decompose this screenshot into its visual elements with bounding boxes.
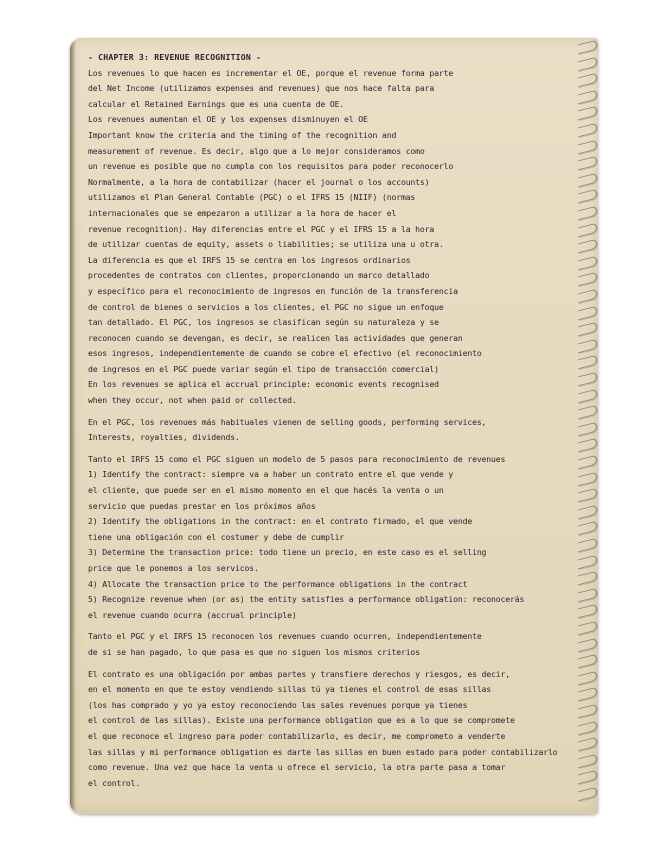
note-line: (los has comprado y yo ya estoy reconociendo las sales revenues porque ya tienes: [88, 699, 468, 710]
note-line: esos ingresos, independientemente de cuando se cobre el efectivo (el reconocimiento: [88, 348, 482, 359]
spiral-coil: [578, 388, 597, 403]
note-line: internacionales que se empezaron a utilizar a la hora de hacer el: [88, 207, 397, 218]
spiral-coil: [578, 488, 597, 503]
spiral-coil: [578, 737, 597, 752]
spiral-coil: [578, 753, 597, 768]
spiral-coil: [578, 40, 597, 55]
note-line: un revenue es posible que no cumpla con los requisitos para poder reconocerlo: [88, 161, 454, 172]
spiral-coil: [578, 604, 597, 619]
spiral-coil: [578, 471, 597, 486]
note-line: reconocen cuando se devengan, es decir, se realicen las actividades que generan: [88, 332, 463, 343]
note-paragraph: [88, 667, 570, 792]
spiral-coil: [578, 272, 597, 287]
note-line: de control de bienes o servicios a los clientes, el PGC no sigue un enfoque: [88, 301, 444, 312]
spiral-coil: [578, 106, 597, 121]
note-paragraph: [88, 415, 570, 446]
spiral-coil: [578, 538, 597, 553]
note-line: en el momento en que te estoy vendiendo sillas tú ya tienes el control de esas sillas: [88, 684, 492, 695]
note-line: Los revenues aumentan el OE y los expenses disminuyen el OE: [88, 114, 368, 125]
spiral-coil: [578, 637, 597, 652]
note-line: price que le ponemos a los servicos.: [88, 563, 259, 573]
note-line: 2) Identify the obligations in the contract: en el contrato firmado, el que vende: [88, 516, 473, 527]
spiral-coil: [578, 355, 597, 370]
note-line: 3) Determine the transaction price: todo tiene un precio, en este caso es el selling: [88, 547, 487, 558]
note-line: de ingresos en el PGC puede variar según el tipo de transacción comercial): [88, 363, 439, 374]
note-paragraph: [88, 629, 570, 660]
notebook-edge-shadow: [70, 38, 76, 814]
note-paragraph: [88, 452, 570, 624]
note-line: when they occur, not when paid or collected.: [88, 395, 297, 406]
spiral-coil: [578, 189, 597, 204]
spiral-coil: [578, 222, 597, 237]
note-line: servicio que puedas prestar en los próximos años: [88, 500, 316, 511]
note-line: del Net Income (utilizamos expenses and revenues) que nos hace falta para: [88, 83, 435, 94]
note-line: La diferencia es que el IRFS 15 se centra en los ingresos ordinarios: [88, 254, 411, 265]
spiral-coil: [578, 338, 597, 353]
spiral-coil: [578, 89, 597, 104]
note-line: Tanto el IRFS 15 como el PGC siguen un modelo de 5 pasos para reconocimiento de revenues: [88, 453, 506, 464]
spiral-coil: [578, 123, 597, 138]
note-line: el cliente, que puede ser en el mismo momento en el que hacés la venta o un: [88, 485, 444, 496]
note-line: el revenue cuando ocurra (accrual principle): [88, 609, 297, 620]
spiral-coil: [578, 206, 597, 221]
spiral-coil: [578, 670, 597, 685]
note-line: Los revenues lo que hacen es incrementar el OE, porque el revenue forma parte: [88, 67, 454, 78]
handwritten-notes: [88, 50, 570, 797]
spiral-coil: [578, 687, 597, 702]
spiral-coil: [578, 73, 597, 88]
note-line: En el PGC, los revenues más habituales vienen de selling goods, performing services,: [88, 416, 487, 427]
spiral-coil: [578, 554, 597, 569]
spiral-coil: [578, 720, 597, 735]
spiral-coil: [578, 305, 597, 320]
notes-body: [88, 66, 570, 792]
spiral-coil: [578, 56, 597, 71]
spiral-coil: [578, 421, 597, 436]
note-line: utilizamos el Plan General Contable (PGC) o el IFRS 15 (NIIF) (normas: [88, 192, 416, 203]
note-line: 5) Recognize revenue when (or as) the entity satisfies a performance obligation: reconocerás: [88, 594, 525, 605]
spiral-coil: [578, 704, 597, 719]
spiral-coil: [578, 621, 597, 636]
note-line: Important know the criteria and the timing of the recognition and: [88, 129, 397, 140]
spiral-coil: [578, 239, 597, 254]
spiral-coil: [578, 587, 597, 602]
note-line: el control.: [88, 777, 141, 788]
note-line: de si se han pagado, lo que pasa es que no siguen los mismos criterios: [88, 646, 420, 657]
spiral-coil: [578, 571, 597, 586]
note-line: En los revenues se aplica el accrual principle: economic events recognised: [88, 379, 439, 390]
chapter-title: - CHAPTER 3: REVENUE RECOGNITION -: [88, 52, 262, 62]
spiral-coil: [578, 770, 597, 785]
spiral-coil: [578, 438, 597, 453]
note-line: el que reconoce el ingreso para poder contabilizarlo, es decir, me comprometo a venderte: [88, 730, 506, 741]
note-line: 1) Identify the contract: siempre va a haber un contrato entre el que vende y: [88, 469, 454, 480]
spiral-coil: [578, 654, 597, 669]
spiral-coil: [578, 521, 597, 536]
note-line: 4) Allocate the transaction price to the performance obligations in the contract: [88, 578, 468, 589]
spiral-coil: [578, 405, 597, 420]
spiral-coil: [578, 372, 597, 387]
note-line: de utilizar cuentas de equity, assets o liabilities; se utiliza una u otra.: [88, 239, 444, 250]
note-line: procedentes de contratos con clientes, proporcionando un marco detallado: [88, 270, 430, 281]
spiral-coil: [578, 172, 597, 187]
note-line: las sillas y mi performance obligation es darte las sillas en buen estado para poder contabilizarlo: [88, 746, 558, 757]
spiral-coil: [578, 156, 597, 171]
spiral-coil: [578, 322, 597, 337]
note-line: revenue recognition). Hay diferencias entre el PGC y el IFRS 15 a la hora: [88, 223, 435, 234]
note-line: El contrato es una obligación por ambas partes y transfiere derechos y riesgos, es decir,: [88, 668, 511, 679]
note-line: Normalmente, a la hora de contabilizar (hacer el journal o los accounts): [88, 176, 430, 187]
note-line: calcular el Retained Earnings que es una cuenta de OE.: [88, 98, 345, 109]
note-paragraph: [88, 66, 570, 409]
spiral-coil: [578, 289, 597, 304]
note-line: y específico para el reconocimiento de ingresos en función de la transferencia: [88, 285, 458, 296]
spiral-coil: [578, 255, 597, 270]
spiral-binding: [574, 38, 602, 814]
note-line: Interests, royalties, dividends.: [88, 432, 240, 443]
note-line: el control de las sillas). Existe una performance obligation que es a lo que se compromete: [88, 715, 515, 726]
note-line: tan detallado. El PGC, los ingresos se clasifican según su naturaleza y se: [88, 317, 439, 328]
spiral-coil: [578, 139, 597, 154]
note-line: measurement of revenue. Es decir, algo que a lo mejor consideramos como: [88, 145, 425, 156]
note-line: tiene una obligación con el costumer y debe de cumplir: [88, 531, 345, 542]
note-line: como revenue. Una vez que hace la venta u ofrece el servicio, la otra parte pasa a tomar: [88, 762, 506, 773]
spiral-coil: [578, 455, 597, 470]
spiral-coil: [578, 504, 597, 519]
note-line: Tanto el PGC y el IRFS 15 reconocen los revenues cuando ocurren, independientemente: [88, 631, 482, 642]
spiral-coil: [578, 787, 597, 802]
